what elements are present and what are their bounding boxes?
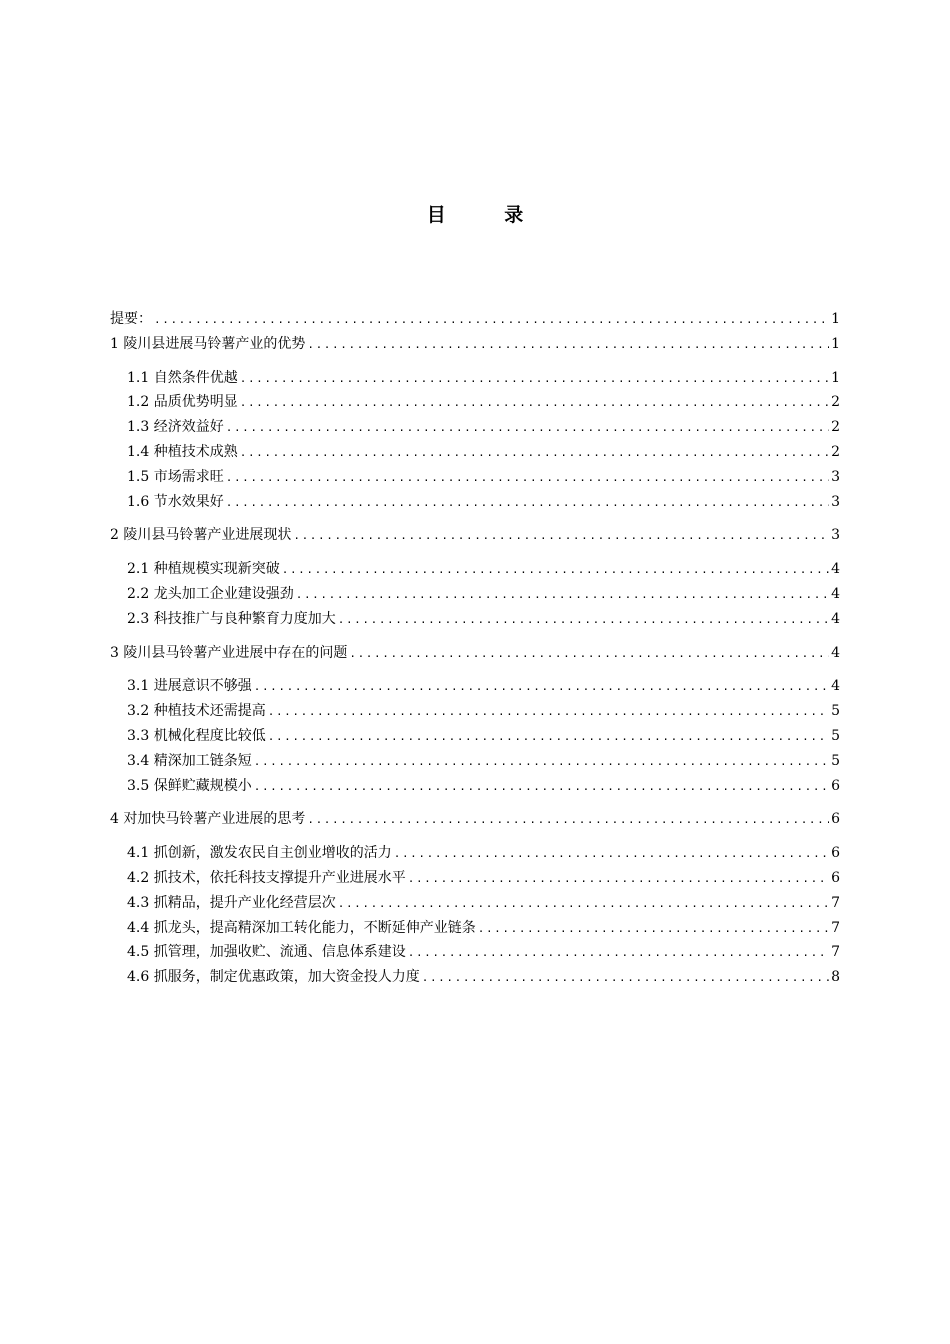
toc-leader-dots bbox=[268, 700, 829, 725]
toc-entry-page-number: 6 bbox=[831, 869, 840, 886]
toc-leader-dots bbox=[282, 558, 829, 583]
toc-title: 目 录 bbox=[426, 204, 550, 226]
toc-leader-dots bbox=[226, 491, 829, 516]
toc-entry-label: 2.2 龙头加工企业建设强劲 bbox=[127, 585, 294, 602]
toc-leader-dots bbox=[394, 842, 829, 867]
toc-entry-label: 2.1 种植规模实现新突破 bbox=[127, 561, 280, 578]
toc-entry-label: 1.2 品质优势明显 bbox=[127, 394, 238, 411]
toc-entry-label: 4.4 抓龙头，提高精深加工转化能力，不断延伸产业链条 bbox=[127, 919, 476, 936]
toc-leader-dots bbox=[268, 725, 829, 750]
toc-entry-label: 1.5 市场需求旺 bbox=[127, 468, 224, 485]
toc-entry-page-number: 4 bbox=[831, 644, 840, 661]
toc-leader-dots bbox=[478, 917, 829, 942]
toc-entry[interactable] bbox=[110, 366, 840, 391]
toc-leader-dots bbox=[154, 308, 829, 333]
toc-entry[interactable] bbox=[110, 807, 840, 832]
toc-entry-label: 4.1 抓创新，激发农民自主创业增收的活力 bbox=[127, 845, 392, 862]
toc-entry[interactable] bbox=[110, 490, 840, 515]
toc-leader-dots bbox=[240, 391, 829, 416]
toc-leader-dots bbox=[254, 750, 829, 775]
toc-leader-dots bbox=[338, 892, 829, 917]
toc-leader-dots bbox=[296, 583, 829, 608]
toc-entry-label: 1 陵川县进展马铃薯产业的优势 bbox=[110, 335, 306, 352]
toc-entry[interactable] bbox=[110, 866, 840, 891]
toc-entry[interactable] bbox=[110, 674, 840, 699]
toc-entry-page-number: 2 bbox=[831, 419, 840, 436]
toc-entry-page-number: 2 bbox=[831, 394, 840, 411]
toc-leader-dots bbox=[293, 524, 829, 549]
toc-entry[interactable] bbox=[110, 307, 840, 332]
toc-entry-page-number: 3 bbox=[831, 527, 840, 544]
toc-entry[interactable] bbox=[110, 607, 840, 632]
toc-entry-label: 1.6 节水效果好 bbox=[127, 493, 224, 510]
toc-entry-page-number: 4 bbox=[831, 610, 840, 627]
toc-entry-page-number: 4 bbox=[831, 561, 840, 578]
toc-entry[interactable] bbox=[110, 841, 840, 866]
toc-entry-label: 4.3 抓精品，提升产业化经营层次 bbox=[127, 894, 336, 911]
toc-leader-dots bbox=[226, 466, 829, 491]
toc-leader-dots bbox=[240, 441, 829, 466]
toc-entry[interactable] bbox=[110, 749, 840, 774]
toc-entry[interactable] bbox=[110, 523, 840, 548]
toc-entry-label: 4.6 抓服务，制定优惠政策，加大资金投人力度 bbox=[127, 969, 420, 986]
toc-leader-dots bbox=[338, 608, 829, 633]
toc-entry-label: 1.1 自然条件优越 bbox=[127, 369, 238, 386]
toc-entry-label: 3.4 精深加工链条短 bbox=[127, 752, 252, 769]
toc-entry-page-number: 7 bbox=[831, 894, 840, 911]
toc-entry[interactable] bbox=[110, 582, 840, 607]
toc-entry-label: 4 对加快马铃薯产业进展的思考 bbox=[110, 811, 306, 828]
toc-entry[interactable] bbox=[110, 641, 840, 666]
toc-entry-label: 4.2 抓技术，依托科技支撑提升产业进展水平 bbox=[127, 869, 406, 886]
toc-leader-dots bbox=[408, 941, 829, 966]
toc-entry[interactable] bbox=[110, 332, 840, 357]
toc-entry-page-number: 6 bbox=[831, 845, 840, 862]
toc-entry-page-number: 1 bbox=[831, 311, 840, 327]
toc-entry-page-number: 7 bbox=[831, 944, 840, 961]
toc-entry-label: 3 陵川县马铃薯产业进展中存在的问题 bbox=[110, 644, 348, 661]
table-of-contents bbox=[110, 307, 840, 990]
toc-entry[interactable] bbox=[110, 415, 840, 440]
toc-leader-dots bbox=[307, 333, 829, 358]
toc-entry[interactable] bbox=[110, 891, 840, 916]
toc-entry-page-number: 2 bbox=[831, 443, 840, 460]
toc-entry-label: 2.3 科技推广与良种繁育力度加大 bbox=[127, 610, 336, 627]
toc-entry[interactable] bbox=[110, 440, 840, 465]
toc-entry[interactable] bbox=[110, 724, 840, 749]
toc-entry-label: 3.5 保鲜贮藏规模小 bbox=[127, 777, 252, 794]
toc-leader-dots bbox=[408, 867, 829, 892]
toc-entry-page-number: 3 bbox=[831, 493, 840, 510]
toc-leader-dots bbox=[349, 642, 829, 667]
toc-entry-label: 2 陵川县马铃薯产业进展现状 bbox=[110, 527, 292, 544]
toc-entry-page-number: 1 bbox=[831, 335, 840, 352]
toc-entry-label: 4.5 抓管理，加强收贮、流通、信息体系建设 bbox=[127, 944, 406, 961]
toc-entry-page-number: 1 bbox=[831, 369, 840, 386]
toc-entry-label: 提要： bbox=[110, 311, 152, 327]
toc-entry[interactable] bbox=[110, 940, 840, 965]
toc-leader-dots bbox=[226, 416, 829, 441]
toc-leader-dots bbox=[254, 675, 829, 700]
toc-entry-page-number: 4 bbox=[831, 678, 840, 695]
toc-entry-page-number: 3 bbox=[831, 468, 840, 485]
toc-entry-page-number: 4 bbox=[831, 585, 840, 602]
toc-entry-page-number: 5 bbox=[831, 703, 840, 720]
toc-entry[interactable] bbox=[110, 390, 840, 415]
toc-entry-label: 3.3 机械化程度比较低 bbox=[127, 727, 266, 744]
toc-entry-page-number: 8 bbox=[831, 969, 840, 986]
toc-entry-page-number: 5 bbox=[831, 727, 840, 744]
toc-entry-label: 1.4 种植技术成熟 bbox=[127, 443, 238, 460]
toc-leader-dots bbox=[307, 808, 829, 833]
toc-entry[interactable] bbox=[110, 916, 840, 941]
toc-entry-page-number: 5 bbox=[831, 752, 840, 769]
toc-leader-dots bbox=[422, 966, 829, 991]
toc-entry[interactable] bbox=[110, 699, 840, 724]
toc-entry[interactable] bbox=[110, 557, 840, 582]
toc-entry-label: 3.2 种植技术还需提高 bbox=[127, 703, 266, 720]
toc-leader-dots bbox=[254, 775, 829, 800]
toc-entry-label: 1.3 经济效益好 bbox=[127, 419, 224, 436]
toc-entry-page-number: 6 bbox=[831, 777, 840, 794]
toc-leader-dots bbox=[240, 367, 829, 392]
toc-entry[interactable] bbox=[110, 965, 840, 990]
toc-entry-page-number: 7 bbox=[831, 919, 840, 936]
toc-entry-page-number: 6 bbox=[831, 811, 840, 828]
toc-entry[interactable] bbox=[110, 774, 840, 799]
toc-entry-label: 3.1 进展意识不够强 bbox=[127, 678, 252, 695]
toc-entry[interactable] bbox=[110, 465, 840, 490]
